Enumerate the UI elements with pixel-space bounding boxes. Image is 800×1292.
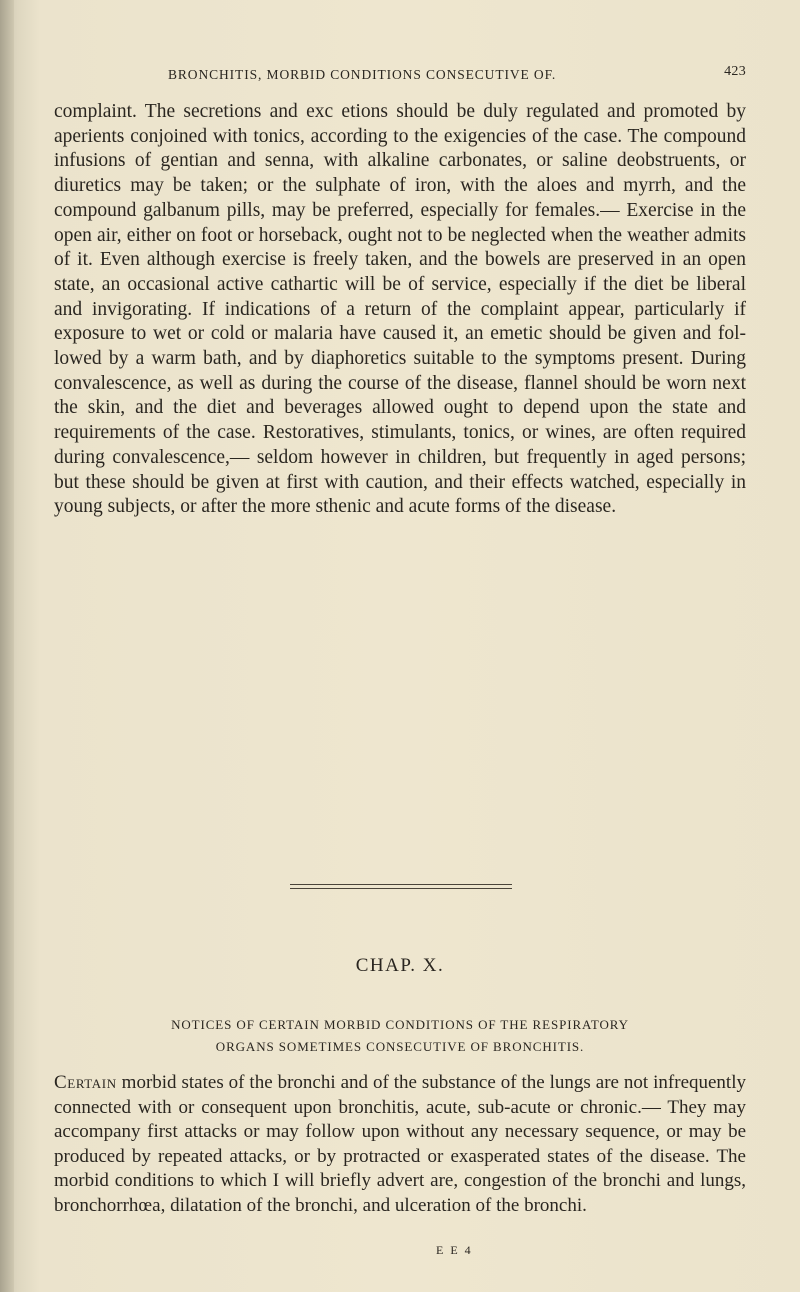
- chapter-paragraph-text: morbid states of the bronchi and of the substance of the lungs are not infrequently connected with or consequent upon bronchitis, acute, sub-acute or chronic.— They may accompany first attacks or may follow upon without any necessary sequence, or may be produced by repeated attacks, or by protracted or exasperated states of the disease. The morbid conditions to which I will briefly advert are, congestion of the bronchi and lungs, bronchorrhœa, dilatation of the bronchi, and ulceration of the bronchi.: [54, 1072, 746, 1216]
- chapter-subtitle: [54, 1014, 746, 1058]
- signature-mark: E E 4: [436, 1243, 473, 1257]
- running-head: [168, 64, 746, 88]
- section-divider-rule: [290, 884, 512, 889]
- chapter-heading: CHAP. X.: [355, 955, 445, 976]
- chapter-opening-paragraph: [54, 1071, 746, 1219]
- page-binding-edge: [0, 0, 14, 1292]
- chapter-lead-word: Certain: [54, 1072, 117, 1093]
- chapter-subtitle-line-1: NOTICES OF CERTAIN MORBID CONDITIONS OF THE RESPIRATORY: [171, 1017, 629, 1032]
- page-number: 423: [724, 64, 746, 79]
- body-paragraph: complaint. The secretions and exc etions should be duly regulated and promoted by aperients conjoined with tonics, according to the exigencies of the case. The compound infusions of gentian and senna, with alkaline carbonates, or saline deobstruents, or diuretics may be taken; or the sulphate of iron, with the aloes and myrrh, and the compound galbanum pills, may be preferred, especially for females.— Exercise in the open air, either on foot or horseback, ought not to be neglected when the weather admits of it. Even although exercise is freely taken, and the bowels are preserved in an open state, an occasional active cathartic will be of service, especially if the diet be liberal and invigorating. If indications of a return of the complaint appear, particularly if exposure to wet or cold or malaria have caused it, an emetic should be given and followed by a warm bath, and by diaphoretics suitable to the symptoms present. During convalescence, as well as during the course of the disease, flannel should be worn next the skin, and the diet and beverages allowed ought to depend upon the state and requirements of the case. Restoratives, stimulants, tonics, or wines, are often required during convalescence,— seldom however in children, but frequently in aged persons; but these should be given at first with caution, and their effects watched, especially in young subjects, or after the more sthenic and acute forms of the disease.: [54, 101, 746, 518]
- running-head-title: BRONCHITIS, MORBID CONDITIONS CONSECUTIVE OF.: [168, 67, 557, 82]
- chapter-subtitle-line-2: ORGANS SOMETIMES CONSECUTIVE OF BRONCHITIS.: [215, 1039, 585, 1054]
